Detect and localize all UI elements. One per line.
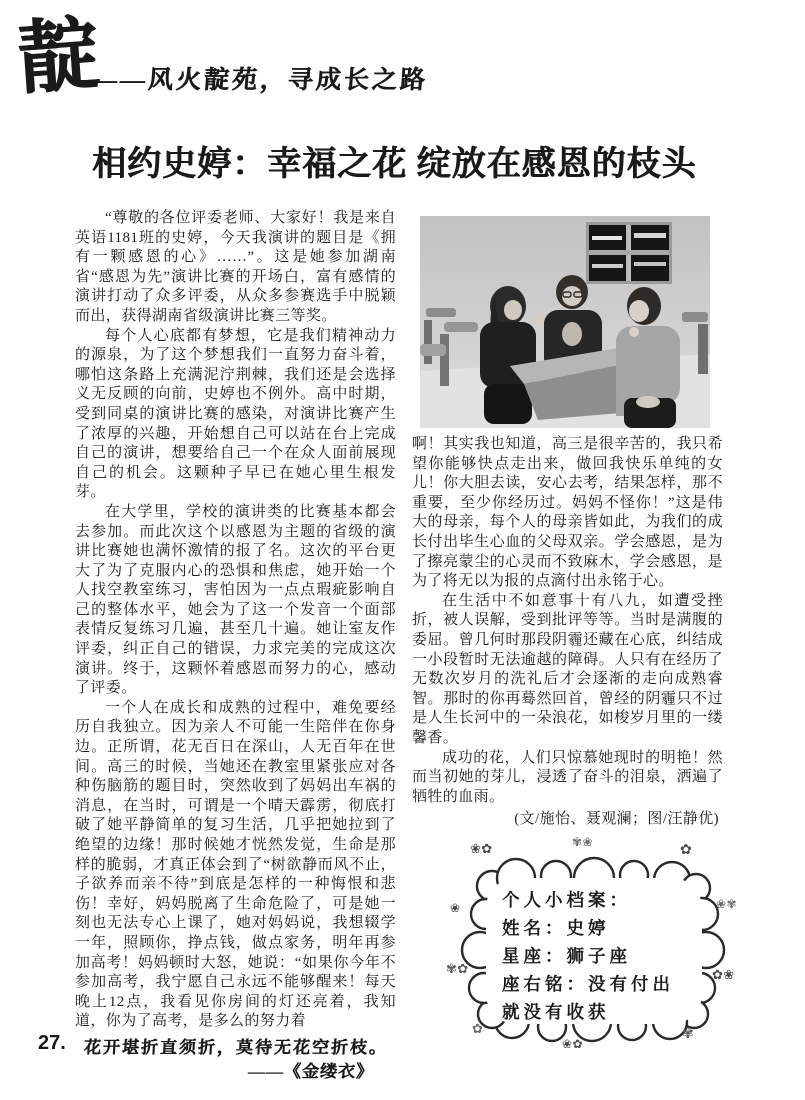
- flower-icon: ❀✿: [470, 840, 493, 856]
- profile-line: 就没有收获: [502, 1001, 610, 1022]
- flower-icon: ✿: [680, 842, 693, 858]
- flower-icon: ✾❀: [572, 834, 593, 849]
- flower-icon: ❀: [450, 900, 461, 915]
- classroom-photo-graphic: [420, 216, 710, 428]
- masthead-slogan: ——风火靛苑，寻成长之路: [90, 67, 429, 94]
- byline: (文/施怡、聂观澜；图/汪静优): [514, 811, 719, 828]
- body-paragraph: 啊！其实我也知道，高三是很辛苦的，我只希望你能够快点走出来，做回我快乐单纯的女儿！你大胆去读，安心去考，结果怎样，那不重要，至少你经历过。妈妈不怪你！”这是伟大的母亲，每个人的母亲皆如此，为我们的成长付出毕生心血的父母双亲。学会感恩，是为了擦亮蒙尘的心灵而不致麻木，学会感恩，是为了将无以为报的点滴付出永铭于心。: [412, 436, 723, 590]
- flower-icon: ✿❀: [712, 966, 735, 982]
- body-paragraph: 一个人在成长和成熟的过程中，难免要经历自我独立。因为亲人不可能一生陪伴在你身边。正所谓，花无百日在深山，人无百年在世间。高三的时候，当她还在教室里紧张应对各种伤脑筋的题目时，突然收到了妈妈出车祸的消息，在当时，可谓是一个晴天霹雳，彻底打破了她平静简单的复习生活，几乎把她拉到了绝望的边缘！那时候她才恍然发觉，生命是那样的脆弱，才真正体会到了“树欲静而风不止，子欲养而亲不待”到底是怎样的一种悔恨和悲伤！幸好，妈妈脱离了生命危险了，可是她一刻也无法专心上课了，她对妈妈说，我想辍学一年，照顾你，挣点钱，做点家务，明年再参加高考！妈妈顿时大怒，她说：“如果你今年不参加高考，我宁愿自己永远不能够醒来！每天晚上12点，我看见你房间的灯还亮着，我知道，你为了高考，是多么的努力着: [75, 699, 396, 1030]
- footer-quote: 花开堪折直须折，莫待无花空折枝。: [83, 1038, 389, 1057]
- right-column: [412, 209, 737, 1065]
- photo-window: [586, 222, 672, 284]
- profile-line: 姓名：史婷: [502, 917, 610, 938]
- article-photo: [420, 216, 710, 428]
- body-paragraph: 在大学里，学校的演讲类的比赛基本都会去参加。而此次这个以感恩为主题的省级的演讲比赛她也满怀激情的报了名。这次的平台更大了为了克服内心的恐惧和焦虑，她开始一个人找空教室练习，害怕因为一点点瑕疵影响自己的整体水平，她会为了这一个发音一个面部表情反复练习几遍，甚至几十遍。她让室友作评委，纠正自己的错误，力求完美的完成这次演讲。终于，这颗怀着感恩而努力的心，感动了评委。: [75, 503, 396, 697]
- profile-card: [444, 834, 744, 1065]
- flower-icon: ❀✿: [562, 1036, 583, 1051]
- profile-line: 个人小档案：: [502, 889, 631, 910]
- article-title: 相约史婷：幸福之花 绽放在感恩的枝头: [92, 146, 697, 183]
- body-paragraph: “尊敬的各位评委老师、大家好！我是来自英语1181班的史婷，今天我演讲的题目是《拥有一颗感恩的心》……”。这是她参加湖南省“感恩为先”演讲比赛的开场白，富有感情的演讲打动了众多评委，从众多参赛选手中脱颖而出，获得湖南省级演讲比赛三等奖。: [75, 210, 396, 324]
- flower-icon: ✿: [472, 1020, 484, 1036]
- body-paragraph: 在生活中不如意事十有八九，如遭受挫折，被人误解，受到批评等等。当时是满腹的委屈。曾几何时那段阴霾还藏在心底，纠结成一小段暂时无法逾越的障碍。人只有在经历了无数次岁月的洗礼后才会逐渐的走向成熟睿智。那时的你再蓦然回首，曾经的阴霾只不过是人生长河中的一朵浪花，如梭岁月里的一缕馨香。: [412, 592, 723, 746]
- profile-line: 星座：狮子座: [502, 945, 631, 966]
- profile-line: 座右铭：没有付出: [502, 973, 674, 994]
- flower-icon: ❀✾: [716, 896, 737, 911]
- footer-quote-source: ——《金缕衣》: [247, 1062, 375, 1081]
- masthead-calligraphy-character: 靛: [15, 11, 101, 105]
- body-paragraph: 每个人心底都有梦想，它是我们精神动力的源泉，为了这个梦想我们一直努力奋斗着，哪怕这条路上充满泥泞荆棘，我们还是会选择义无反顾的向前，史婷也不例外。高中时期，受到同桌的演讲比赛的感染，对演讲比赛产生了浓厚的兴趣，开始想自己可以站在台上完成自己的演讲，想要给自己一个在众人面前展现自己的机会。这颗种子早已在她心里生根发芽。: [75, 327, 396, 501]
- profile-card-text: [502, 886, 674, 1026]
- flower-icon: ✾: [682, 1026, 695, 1042]
- page-number: 27.: [38, 1032, 66, 1054]
- body-paragraph: 成功的花，人们只惊慕她现时的明艳！然而当初她的芽儿，浸透了奋斗的泪泉，洒遍了牺牲的血雨。: [412, 749, 723, 805]
- flower-icon: ✾✿: [446, 960, 469, 976]
- left-column: [75, 209, 396, 1032]
